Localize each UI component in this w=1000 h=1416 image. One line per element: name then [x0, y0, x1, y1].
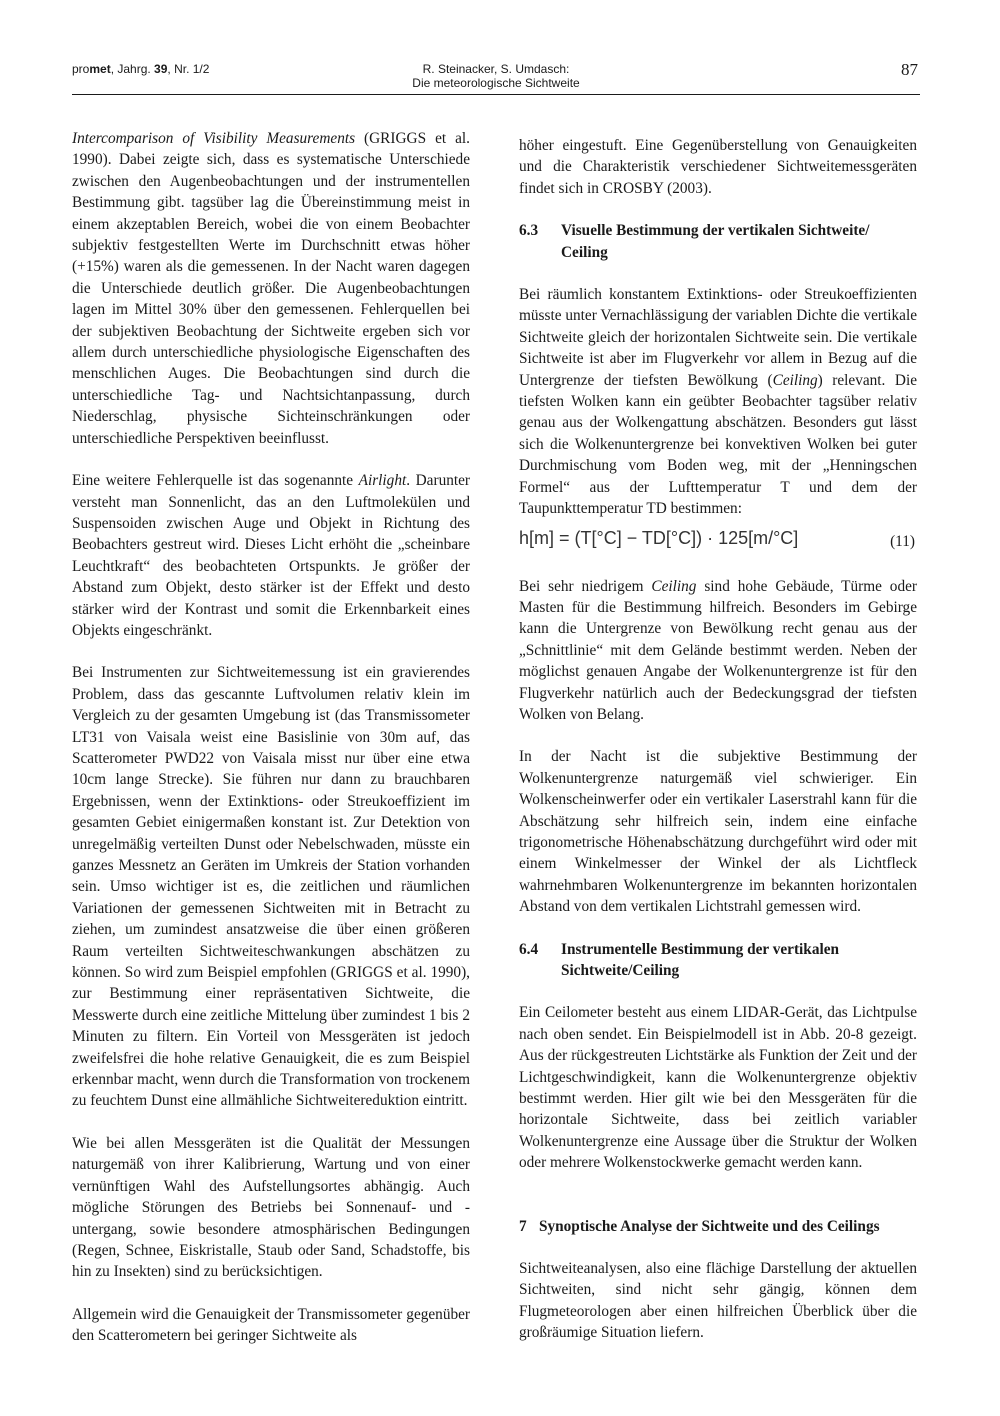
- paragraph-text: (GRIGGS et al. 1990). Dabei zeigte sich, dass es systematische Unterschiede zwischen den Augenbeobachtungen und der instrumentellen Bestimmung gibt. tagsüber lag die Übereinstimmung meist in einem akzeptablen Bereich, wobei die von einem Beobachter subjektiv festgestellten Werte im Durchschnitt etwas höher (+15%) waren als die gemessenen. In der Nacht waren dagegen die Unterschiede deutlich größer. Die Augenbeobachtungen lagen im Mittel 30% über den gemessenen. Fehlerquellen bei der subjektiven Beobachtung der Sichtweite ergeben sich vor allem durch unterschiedliche physiologische Eigenschaften des menschlichen Auges. Die Beobachtungen sind durch die unterschiedliche Tag- und Nachtsichtanpassung, durch Niederschlag, physische Sichteinschränkungen oder unterschiedliche Perspektiven beeinflusst.: [72, 130, 470, 447]
- running-title-block: [372, 62, 620, 90]
- journal-name-bold: met: [89, 62, 111, 76]
- paragraph-text: Eine weitere Fehlerquelle ist das sogenannte: [72, 472, 359, 490]
- paragraph: Sichtweiteanalysen, also eine flächige Darstellung der aktuellen Sichtweiten, sind nicht sehr gängig, können dem Flugmeteorologen aber einen hilfreichen Überblick über die großräumige Situation liefern.: [519, 1260, 917, 1342]
- paragraph: In der Nacht ist die subjektive Bestimmung der Wolkenuntergrenze naturgemäß viel schwieriger. Ein Wolkenscheinwerfer oder ein vertikaler Laserstrahl kann für die Abschätzung sehr hilfreich sein, indem eine einfache trigonometrische Höhenabschätzung durchgeführt wird oder mit einem Winkelmesser der Winkel der als Lichtfleck wahrnehmbaren Wolkenuntergrenze im bekannten horizontalen Abstand von dem vertikalen Lichtstrahl gemessen wird.: [519, 748, 917, 916]
- paragraph-text: ) relevant. Die tiefsten Wolken kann ein geübter Beobachter tagsüber relativ genau aus der Wolkengattung abschätzen. Besonders gut lässt sich die Wolkenuntergrenze bei konvektiven Wolken bei guter Durchmischung vom Boden weg, mit der „Henningschen Formel“ aus der Lufttemperatur T und dem der Taupunkttemperatur TD bestimmen:: [519, 371, 917, 518]
- journal-issue: , Nr. 1/2: [167, 62, 210, 76]
- paragraph: höher eingestuft. Eine Gegenüberstellung von Genauigkeiten und die Charakteristik verschiedener Sichtweitemessgeräten findet sich in CROSBY (2003).: [519, 137, 917, 197]
- left-column: [72, 128, 470, 1347]
- italic-term: Airlight: [358, 472, 407, 490]
- paragraph-text: Bei sehr niedrigem: [519, 577, 652, 595]
- journal-citation: [72, 62, 209, 76]
- authors: R. Steinacker, S. Umdasch:: [422, 62, 570, 76]
- paragraph: Allgemein wird die Genauigkeit der Transmissometer gegenüber den Scatterometern bei geringer Sichtweite als: [72, 1305, 470, 1345]
- section-title: Visuelle Bestimmung der vertikalen Sichtweite/ Ceiling: [561, 222, 870, 261]
- section-heading-6-3: [519, 220, 917, 263]
- italic-title: Intercomparison of Visibility Measurements: [72, 130, 356, 147]
- header-rule: [72, 94, 920, 95]
- page-number: 87: [901, 60, 918, 79]
- journal-name-prefix: pro: [72, 62, 90, 76]
- paragraph: Wie bei allen Messgeräten ist die Qualität der Messungen naturgemäß von ihrer Kalibrierung, Wartung und von einer vernünftigen Wahl des Aufstellungsortes abhängig. Auch mögliche Störungen des Betriebs bei Sonnenauf- und -untergang, sowie besondere atmosphärischen Bedingungen (Regen, Schnee, Eiskristalle, Staub oder Sand, Schadstoffe, bis hin zu Insekten) sind zu berücksichtigen.: [72, 1134, 470, 1281]
- section-heading-7: [519, 1216, 917, 1237]
- section-title: Instrumentelle Bestimmung der vertikalen Sichtweite/Ceiling: [561, 940, 840, 979]
- running-title: Die meteorologische Sichtweite: [412, 76, 580, 90]
- right-column: [519, 135, 917, 1344]
- paragraph-text: Bei räumlich konstantem Extinktions- oder Streukoeffizienten müsste unter Vernachlässigung der variablen Dichte die vertikale Sichtweite gleich der horizontalen Sichtweite sein. Die vertikale Sichtweite ist aber im Flugverkehr vor allem in Bezug auf die Untergrenze der tiefsten Bewölkung (: [519, 286, 917, 389]
- equation-number: (11): [890, 532, 915, 550]
- paragraph: Ein Ceilometer besteht aus einem LIDAR-Gerät, das Lichtpulse nach oben sendet. Ein Beispielmodell ist in Abb. 20-8 gezeigt. Aus der rückgestreuten Lichtstärke als Funktion der Zeit und der Lichtgeschwindigkeit, kann die Wolkenuntergrenze objektiv bestimmt werden. Hier gilt wie bei den Messgeräten für die horizontale Sichtweite, dass bei zeitlich variabler Wolkenuntergrenze eine Aussage über die Struktur der Wolken oder mehrere Wolkenstockwerke gemacht werden kann.: [519, 1004, 917, 1172]
- paragraph: [519, 576, 917, 726]
- italic-term: Ceiling: [651, 577, 697, 595]
- journal-volume: 39: [154, 62, 168, 76]
- section-heading-6-4: [519, 939, 917, 982]
- journal-year: , Jahrg.: [110, 62, 155, 76]
- paragraph-text: sind hohe Gebäude, Türme oder Masten für die Bestimmung hilfreich. Besonders im Gebirge kann die Untergrenze von Bewölkung recht genau aus der „Schnittlinie“ mit dem Gelände bestimmt werden. Neben der möglichst genauen Angabe der Wolkenuntergrenze ist für den Flugverkehr natürlich auch der Bedeckungsgrad der tiefsten Wolken von Belang.: [519, 577, 917, 723]
- section-number: 6.3: [519, 222, 539, 240]
- section-number: 6.4: [519, 940, 539, 958]
- italic-term: Ceiling: [772, 371, 818, 389]
- section-title: Synoptische Analyse der Sichtweite und des Ceilings: [539, 1217, 880, 1235]
- paragraph: [519, 284, 917, 519]
- paragraph-text: . Darunter versteht man Sonnenlicht, das an den Luftmolekülen und Suspensoiden zwischen Auge und Objekt in Richtung des Beobachters gestreut wird. Dieses Licht erhöht die „scheinbare Leuchtkraft“ des beobachteten Ortspunkts. Je größer der Abstand zum Objekt, desto stärker ist der Effekt und desto stärker wird der Kontrast und somit die Erkennbarkeit eines Objekts eingeschränkt.: [72, 472, 470, 639]
- section-number: 7: [519, 1217, 527, 1235]
- equation-formula: h[m] = (T[°C] − TD[°C]) · 125[m/°C]: [519, 527, 799, 548]
- equation-11: [519, 528, 917, 558]
- paragraph: [72, 128, 470, 449]
- running-header: [72, 60, 920, 94]
- paragraph: [72, 470, 470, 641]
- paragraph: Bei Instrumenten zur Sichtweitemessung ist ein gravierendes Problem, dass das gescannte Luftvolumen relativ klein im Vergleich zu der gesamten Umgebung ist (das Transmissometer LT31 von Vaisala weist eine Basislinie von 30m auf, das Scatterometer PWD22 von Vaisala misst nur über eine etwa 10cm lange Strecke). Sie führen nur dann zu brauchbaren Ergebnissen, wenn der Extinktions- oder Streukoeffizient im gesamten Gebiet einigermaßen konstant ist. Zur Detektion von unregelmäßig verteilten Dunst oder Nebelschwaden, müsste ein ganzes Messnetz an Geräten im Umkreis der Station vorhanden sein. Umso wichtiger ist es, die zeitlichen und räumlichen Variationen der gemessenen Sichtweiten mit in Betracht zu ziehen, um zumindest ansatzweise die über einen größeren Raum verteilten Sichtweiteschwankungen abschätzen zu können. So wird zum Beispiel empfohlen (GRIGGS et al. 1990), zur Bestimmung einer repräsentativen Sichtweite, die Messwerte durch eine zeitliche Mittelung über zumindest 1 bis 2 Minuten zu filtern. Ein Vorteil von Messgeräten ist jedoch zweifelsfrei die hohe relative Genauigkeit, die es zum Beispiel erkennbar macht, wenn durch die Transformation von trockenem zu feuchtem Dunst eine allmähliche Sichtweitereduktion eintritt.: [72, 664, 470, 1110]
